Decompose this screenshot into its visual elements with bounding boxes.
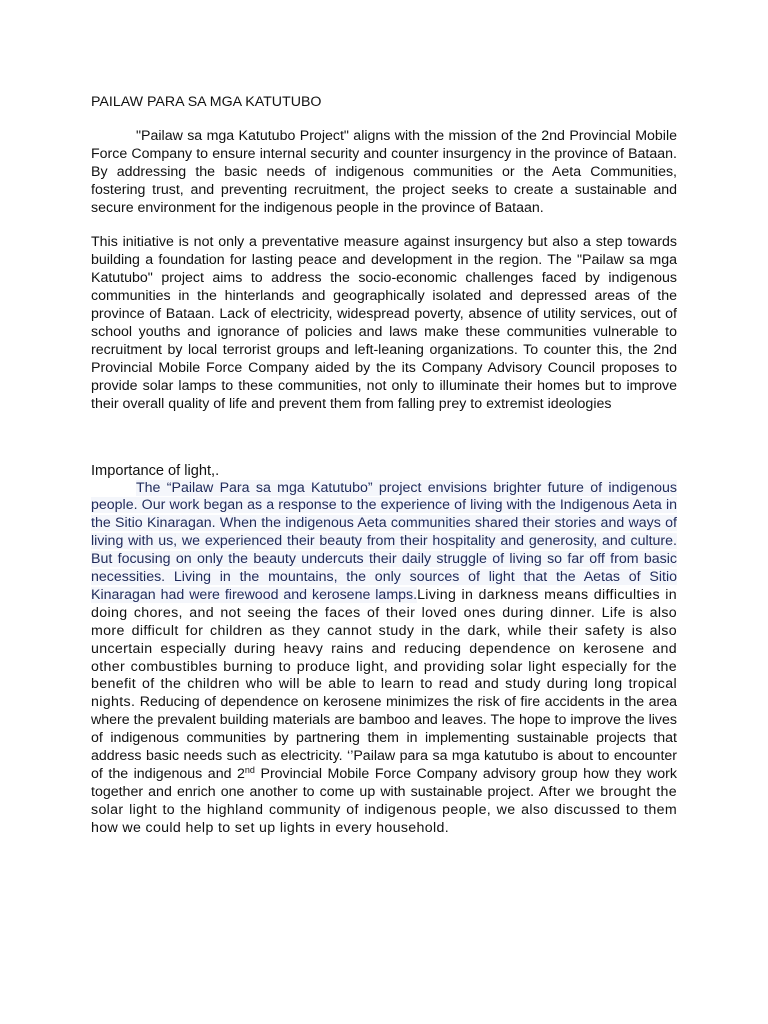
paragraph-importance-highlight: The “Pailaw Para sa mga Katutubo” project envisions brighter future of indigenous people. Our work began as a response to the experience of living with the Indigenous Aeta in the Sitio Kinaragan. When the indigenous Aeta communities shared their stories and ways of living with us, we experienced their beauty from their hospitality and generosity, and culture. But focusing on only the beauty undercuts their daily struggle of living so far off from basic necessities. Living in the mountains, the only sources of light that the Aetas of Sitio Kinaragan had were firewood and kerosene lamps.	[91, 479, 677, 603]
section-heading-importance: Importance of light,.	[91, 462, 220, 479]
paragraph-importance-advisory: Provincial Mobile Force Company advisory group how they work together and enrich one another to come up with sustainable project.	[91, 766, 678, 800]
paragraph-importance-darkness: Living in darkness means difficulties in doing chores, and not seeing the faces of their loved ones during dinner. Life is also more difficult for children as they cannot study in the dark, while their safety is also uncertain especially during heavy rains and reducing dependence on kerosene and other combustibles burning to produce light, and providing solar light especially for the benefit of the children who will be able to learn to read and study during long tropical nights.	[91, 586, 677, 711]
paragraph-mission: "Pailaw sa mga Katutubo Project" aligns with the mission of the 2nd Provincial Mobile Force Company to ensure internal security and counter insurgency in the province of Bataan. By addressing the basic needs of indigenous communities or the Aeta Communities, fostering trust, and preventing recruitment, the project seeks to create a sustainable and secure environment for the indigenous people in the province of Bataan.	[91, 127, 677, 216]
document-title: PAILAW PARA SA MGA KATUTUBO	[91, 94, 322, 110]
paragraph-importance	[91, 480, 677, 838]
document-page	[91, 94, 677, 838]
ordinal-superscript: nd	[244, 765, 255, 775]
paragraph-importance-closing: After we brought the solar light to the highland community of indigenous people, we also discussed to them how we could help to set up lights in every household.	[91, 783, 677, 836]
paragraph-initiative: This initiative is not only a preventative measure against insurgency but also a step towards building a foundation for lasting peace and development in the region. The "Pailaw sa mga Katutubo" project aims to address the socio-economic challenges faced by indigenous communities in the hinterlands and geographically isolated and depressed areas of the province of Bataan. Lack of electricity, widespread poverty, absence of utility services, out of school youths and ignorance of policies and laws make these communities vulnerable to recruitment by local terrorist groups and left-leaning organizations. To counter this, the 2nd Provincial Mobile Force Company aided by the its Company Advisory Council proposes to provide solar lamps to these communities, not only to illuminate their homes but to improve their overall quality of life and prevent them from falling prey to extremist ideologies	[91, 234, 677, 412]
paragraph-importance-reducing: Reducing of dependence on kerosene minimizes the risk of fire accidents in the area where the prevalent building materials are bamboo and leaves. The hope to improve the lives of indigenous communities by partnering them in implementing sustainable projects that address basic needs such as electricity. ‘’Pailaw para sa mga katutubo is about to encounter of the indigenous and 2	[91, 694, 677, 782]
